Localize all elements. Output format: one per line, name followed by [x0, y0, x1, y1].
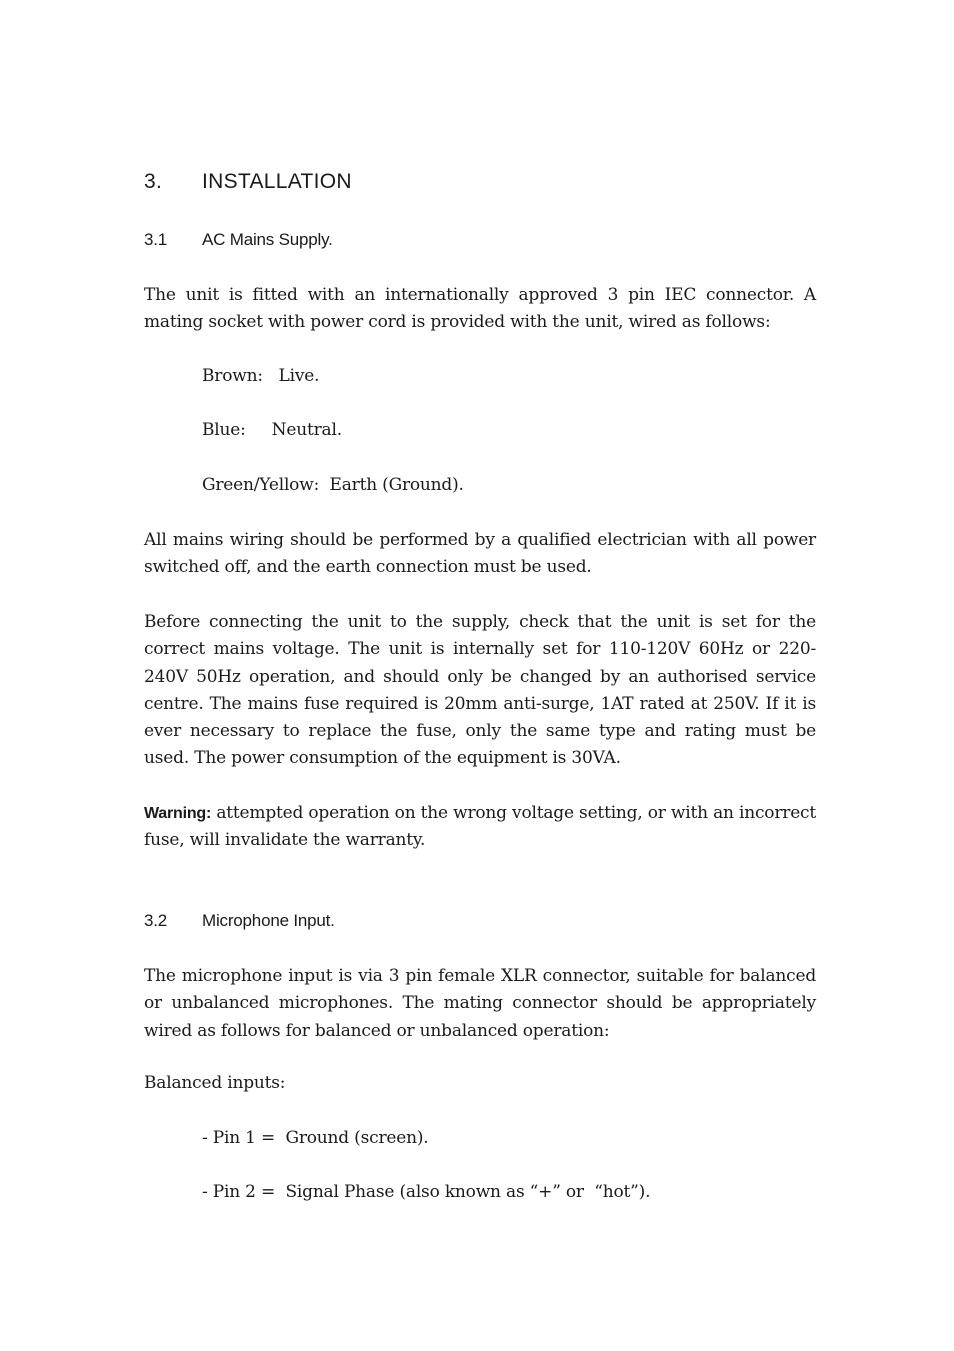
warning-paragraph — [144, 800, 816, 855]
paragraph-microphone: The microphone input is via 3 pin female XLR connector, suitable for balanced or unbalanced microphones. The mating connector should be appropriately wired as follows for balanced or unbalanced operation: — [144, 966, 816, 1041]
wiring-blue: Blue: Neutral. — [202, 420, 342, 440]
wiring-brown: Brown: Live. — [202, 366, 320, 386]
subsection-title: AC Mains Supply. — [202, 230, 333, 249]
subsection-title: Microphone Input. — [202, 911, 335, 930]
warning-text: attempted operation on the wrong voltage setting, or with an incorrect fuse, will invalidate the warranty. — [144, 803, 817, 851]
wiring-green-yellow: Green/Yellow: Earth (Ground). — [202, 475, 464, 495]
paragraph-connector: The unit is fitted with an internationally approved 3 pin IEC connector. A mating socket with power cord is provided with the unit, wired as follows: — [144, 285, 816, 333]
warning-label: Warning: — [144, 805, 212, 822]
pin-2-wiring: - Pin 2 = Signal Phase (also known as “+” or “hot”). — [202, 1182, 651, 1202]
paragraph-voltage: Before connecting the unit to the supply, check that the unit is set for the correct mains voltage. The unit is internally set for 110-120V 60Hz or 220-240V 50Hz operation, and should only be changed by an authorised service centre. The mains fuse required is 20mm anti-surge, 1AT rated at 250V. If it is ever necessary to replace the fuse, only the same type and rating must be used. The power consumption of the equipment is 30VA. — [144, 612, 816, 769]
balanced-inputs-label: Balanced inputs: — [144, 1073, 286, 1093]
paragraph-mains-wiring: All mains wiring should be performed by a qualified electrician with all power switched off, and the earth connection must be used. — [144, 530, 816, 578]
pin-1-wiring: - Pin 1 = Ground (screen). — [202, 1128, 429, 1148]
section-number: 3. — [144, 170, 163, 193]
subsection-number: 3.2 — [144, 911, 168, 930]
subsection-number: 3.1 — [144, 230, 168, 249]
section-title: INSTALLATION — [202, 170, 352, 193]
